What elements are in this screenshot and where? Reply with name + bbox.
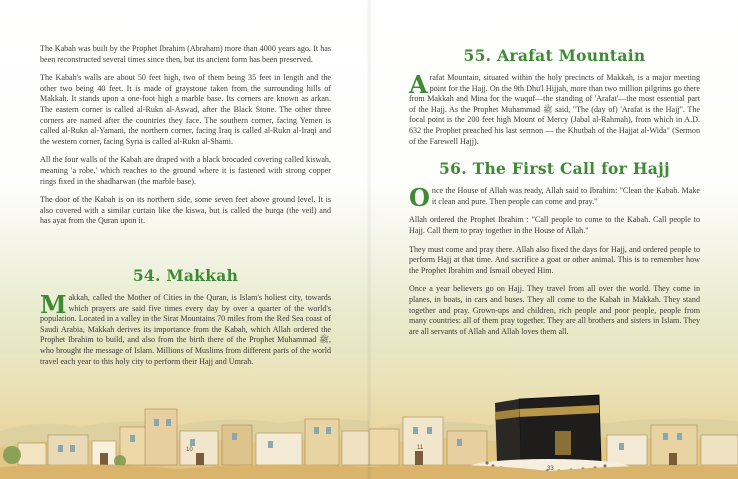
arafat-text: rafat Mountain, situated within the holy precincts of Makkah, is a major meeting point for the Hajj. On the 9th Dhu'l Hijjah, more than two million pilgrims go there from Makkah and Mina for the wuquf—the standing of 'Arafat'—the most essential part of the Hajj. As the Prophet Muhammad ﷺ said, "The (day of) 'Arafat is the Hajj". The focal point is the 200 feet high Mount of Mercy (Jabal al-Rahmah), from which in A.D. 632 the Prophet preached his last sermon — the Khutbah of the Hajjat al-Wida" (Sermon of the Farewell Hajj). bbox=[409, 73, 700, 146]
call-intro-paragraph bbox=[409, 183, 700, 213]
dropcap-m: M bbox=[40, 290, 67, 319]
call-paragraph-1: Allah ordered the Prophet Ibrahim : "Call people to come to the Kabah. Call people to Hajj. Call them to pray together in the House of Allah." bbox=[409, 215, 700, 235]
left-text-column bbox=[40, 44, 331, 235]
right-page bbox=[369, 0, 738, 479]
left-town-illustration bbox=[0, 369, 369, 479]
kabah-paragraph-2: The Kabah's walls are about 50 feet high, two of them being 35 feet in length and the other two being 40 feet. It is made of graystone taken from the surrounding hills of Makkah. It stands upon a one-foot high a marble base. Its corners are known as arkan. The eastern corner is called al-Rukn al-Aswad, after the Black Stone. The other three corners are named after the countries they face. The southern corner, facing Yemen is called al-Rukn al-Yamani, the northern corner, facing Iraq is called al-Rukn al-Iraqi and the western corner, facing Syria is called al-Rukn al-Shami. bbox=[40, 73, 331, 146]
right-text-column bbox=[409, 46, 700, 345]
kabah-paragraph-3: All the four walls of the Kabah are draped with a black brocaded covering called kiswah, meaning 'a robe,' which reaches to the ground where it is fastened with strong copper rings fixed in the shadharwan (the marble base). bbox=[40, 155, 331, 186]
kabah-paragraph-4: The door of the Kabah is on its northern side, some seven feet above ground level. It is also covered with a similar curtain like the kiswa, but is called the burqa (the veil) and has ayat from the Quran upon it. bbox=[40, 195, 331, 226]
makkah-paragraph bbox=[40, 290, 331, 367]
door-number-10: 10 bbox=[186, 447, 193, 453]
arafat-paragraph bbox=[409, 70, 700, 147]
makkah-section bbox=[40, 290, 331, 375]
call-intro-text: nce the House of Allah was ready, Allah said to Ibrahim: "Clean the Kabah. Make it clean and pure. Then people can come and pray." bbox=[431, 186, 700, 206]
dropcap-a: A bbox=[409, 70, 428, 99]
heading-arafat-mountain: 55. Arafat Mountain bbox=[463, 46, 646, 65]
heading-makkah: 54. Makkah bbox=[132, 266, 239, 285]
kabah-paragraph-1: The Kabah was built by the Prophet Ibrahim (Abraham) more than 4000 years ago. It has been reconstructed several times since then, but its ancient form has been preserved. bbox=[40, 44, 331, 64]
dropcap-o: O bbox=[409, 183, 430, 213]
right-town-illustration bbox=[369, 369, 738, 479]
heading-first-call-for-hajj: 56. The First Call for Hajj bbox=[439, 159, 670, 179]
left-buildings bbox=[3, 409, 369, 467]
door-number-11: 11 bbox=[417, 445, 424, 451]
call-paragraph-3: Once a year believers go on Hajj. They travel from all over the world. They come in planes, in boats, in cars and buses. They all come to the Kabah in Makkah. They stand together and pray. Grown-ups and children, rich people and poor people, people from many countries: all of them pray together. They are all brothers and sisters in Islam. They are all servants of Allah and Allah loves them all. bbox=[409, 284, 700, 336]
makkah-text: akkah, called the Mother of Cities in the Quran, is Islam's holiest city, towards which prayers are said five times every day by over a quarter of the world's population. Located in a valley in the Sirat Mountains 70 miles from the Red Sea coast of Saudi Arabia, Makkah derives its importance from the Kabah, which Allah ordered the Prophet Ibrahim to build, and also from the birth there of the Prophet Muhammad ﷺ, who brought the message of Islam. Millions of Muslims from different parts of the world travel each year to this holy city to perform their Hajj and Umrah. bbox=[40, 293, 331, 366]
call-paragraph-2: They must come and pray there. Allah also fixed the days for Hajj, and ordered people to perform Hajj at that time. And sacrifice a goat or other animal. This is to remember how the Prophet Ibrahim and Ismail obeyed Him. bbox=[409, 244, 700, 275]
book-gutter bbox=[366, 0, 372, 479]
door-number-33: 33 bbox=[547, 466, 554, 472]
